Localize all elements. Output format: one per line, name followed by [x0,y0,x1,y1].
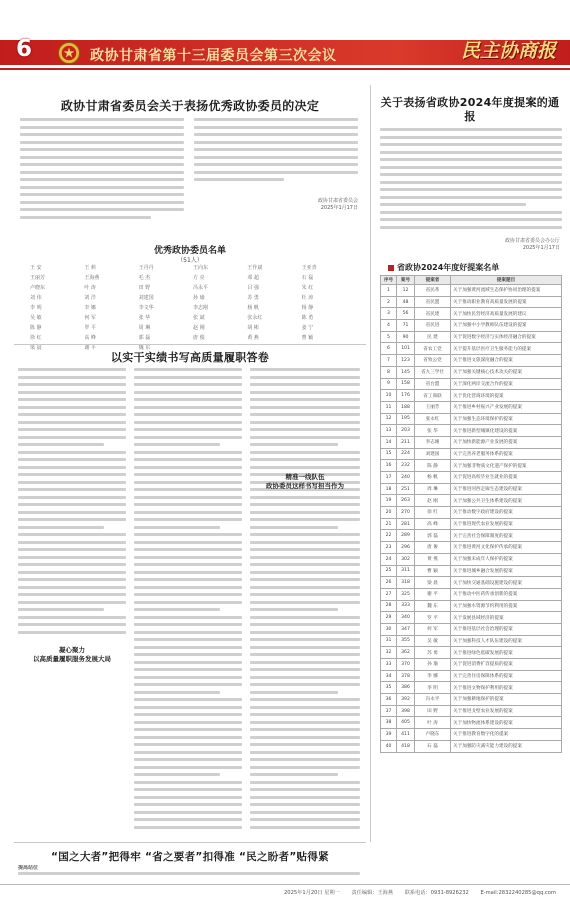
table-cell: 302 [397,553,415,565]
member-name: 李志刚 [192,305,208,311]
table-row [381,553,562,565]
member-name: 王 莉 [84,265,96,271]
newspaper-brand: 民主协商报 [460,40,556,62]
member-name: 毛 杰 [138,275,151,281]
table-cell: 14 [381,436,397,448]
table-cell: 270 [397,507,415,519]
footer-date: 2025年1月20日 星期一 [283,890,340,896]
table-cell: 411 [397,729,415,741]
article-decision-body-left [20,118,184,234]
member-list-title: 优秀政协委员名单 [153,246,226,256]
table-cell: 关于发展县域经济的提案 [451,612,562,624]
table-cell: 陈 静 [415,460,451,472]
table-cell: 24 [381,553,397,565]
member-name: 高 峰 [84,335,96,341]
table-cell: 6 [381,343,397,355]
table-cell: 347 [397,623,415,635]
table-row [381,285,562,297]
member-name: 吕 强 [247,285,259,291]
member-name: 陈 静 [30,325,42,331]
table-cell: 关于促进数字经济与实体经济融合的提案 [451,331,562,343]
table-cell: 李 明 [415,682,451,694]
article-responsibility-body [18,872,360,883]
member-list-count: （51人） [177,257,203,264]
member-name: 王丽芳 [30,275,46,281]
table-row [381,355,562,367]
table-cell: 关于加强黄河流域生态保护协同治理的提案 [451,285,562,297]
member-name: 王 安 [30,265,42,271]
table-cell: 8 [381,366,397,378]
table-cell: 关于完善住房保障体系的提案 [451,670,562,682]
member-name: 卢晓东 [30,285,46,291]
member-name: 曹 颖 [301,335,314,341]
table-cell: 5 [381,331,397,343]
table-cell: 251 [397,483,415,495]
table-cell: 71 [397,320,415,332]
table-row [381,483,562,495]
table-row [381,390,562,402]
table-row [381,436,562,448]
table-cell: 关于促进高校毕业生就业的提案 [451,472,562,484]
table-row [381,612,562,624]
table-cell: 关于推动职业教育高质量发展的提案 [451,296,562,308]
table-cell: 关于促进消费扩容提质的提案 [451,659,562,671]
article-proposals-title [378,96,562,124]
table-cell: 关于加强水资源节约利用的提案 [451,600,562,612]
table-cell: 13 [381,425,397,437]
member-name: 吴 敏 [30,315,42,321]
table-row [381,740,562,752]
page-footer [0,884,570,901]
cppcc-emblem-icon [58,42,80,64]
table-cell: 296 [397,542,415,554]
table-cell: 省九三学社 [415,366,451,378]
article-responsibility-section: 提高站位 [18,865,39,871]
table-cell: 1 [381,285,397,297]
article-decision-title: 政协甘肃省委员会关于表扬优秀政协委员的决定 [60,99,320,113]
table-row [381,448,562,460]
table-cell: 田 野 [415,705,451,717]
table-cell: 33 [381,659,397,671]
proposals-signature-org: 政协甘肃省委员会办公厅 [504,238,560,244]
member-name: 赵 刚 [192,325,205,331]
table-cell: 王丽芳 [415,401,451,413]
footer-editor: 责任编辑：王海燕 [351,890,394,896]
member-name: 唐 俊 [192,335,205,341]
table-cell: 关于加快交通基础设施建设的提案 [451,577,562,589]
table-cell: 318 [397,577,415,589]
table-cell: 省致公党 [415,355,451,367]
table-cell: 15 [381,448,397,460]
member-name: 何 军 [84,315,96,321]
table-cell: 392 [397,694,415,706]
table-cell: 398 [397,705,415,717]
table-cell: 48 [397,296,415,308]
table-row [381,320,562,332]
table-cell: 37 [381,705,397,717]
table-cell: 石 磊 [415,740,451,752]
table-cell: 关于推进新型城镇化建设的提案 [451,425,562,437]
table-cell: 李 娜 [415,670,451,682]
table-cell: 263 [397,495,415,507]
table-cell: 101 [397,343,415,355]
member-name: 朱 红 [301,285,314,291]
table-cell: 关于推进文物保护利用的提案 [451,682,562,694]
table-row [381,659,562,671]
member-name: 徐 红 [30,335,42,341]
table-cell: 311 [397,565,415,577]
table-cell: 关于加强耕地保护的提案 [451,694,562,706]
table-row [381,588,562,600]
table-cell: 张永红 [415,413,451,425]
table-cell: 关于加强未成年人保护的提案 [451,553,562,565]
table-cell: 23 [381,542,397,554]
table-cell: 省工商联 [415,390,451,402]
article-performance-col3 [250,368,360,838]
member-name: 郭 磊 [138,335,151,341]
member-name: 罗 平 [84,325,96,331]
table-cell: 省民进 [415,320,451,332]
table-cell: 12 [397,285,415,297]
table-cell: 16 [381,460,397,472]
member-name: 刘建国 [138,295,154,301]
table-cell: 关于推进戈壁农业发展的提案 [451,705,562,717]
table-cell: 郭 磊 [415,530,451,542]
table-cell: 418 [397,740,415,752]
table-cell: 关于加强防灾减灾能力建设的提案 [451,740,562,752]
table-cell: 35 [381,682,397,694]
table-cell: 关于推进乡村振兴产业发展的提案 [451,401,562,413]
table-cell: 张 华 [415,425,451,437]
table-cell: 56 [397,308,415,320]
member-name: 陈 勇 [301,315,314,321]
table-header-cell: 提案者 [415,276,451,285]
proposals-table [380,275,562,753]
member-name: 李文华 [138,305,154,311]
table-cell: 26 [381,577,397,589]
table-cell: 25 [381,565,397,577]
section-heading-2: 以高质量履职服务发展大局 [33,655,111,663]
member-name: 孙 瑜 [192,295,205,301]
table-cell: 关于加快物流体系建设的提案 [451,717,562,729]
table-cell: 民 建 [415,331,451,343]
table-cell: 魏 东 [415,600,451,612]
table-cell: 省民革 [415,285,451,297]
table-cell: 关于推进教育数字化的提案 [451,729,562,741]
member-name: 方 亮 [192,275,205,281]
table-cell: 12 [381,413,397,425]
table-cell: 何 军 [415,623,451,635]
header-title: 政协甘肃省第十三届委员会第三次会议 [90,48,337,64]
table-cell: 关于推进绿色低碳发展的提案 [451,647,562,659]
table-cell: 20 [381,507,397,519]
article-decision-body-right [194,118,358,198]
table-row [381,331,562,343]
member-name: 张永红 [247,315,263,321]
table-cell: 325 [397,588,415,600]
column-divider [370,85,371,842]
table-cell: 关于提升基层医疗卫生服务能力的提案 [451,343,562,355]
member-name: 李 娜 [84,305,96,311]
table-row [381,343,562,355]
table-cell: 40 [381,740,397,752]
table-cell: 21 [381,518,397,530]
table-cell: 36 [381,694,397,706]
member-name: 王向东 [192,265,208,271]
table-row [381,495,562,507]
table-cell: 省农工党 [415,343,451,355]
table-cell: 34 [381,670,397,682]
member-name: 邓 超 [247,275,259,281]
member-name: 杨 静 [301,305,314,311]
table-cell: 省民盟 [415,296,451,308]
table-cell: 关于推进河西走廊生态建设的提案 [451,483,562,495]
article-performance-col1 [18,368,126,838]
proposals-table-caption: 省政协2024年度好提案名单 [388,262,499,273]
table-cell: 高 峰 [415,518,451,530]
table-row [381,530,562,542]
table-cell: 289 [397,530,415,542]
table-cell: 188 [397,401,415,413]
table-cell: 32 [381,647,397,659]
table-row [381,705,562,717]
member-name: 周 琳 [138,325,151,331]
footer-phone: 联系电话：0931-8926232 [404,890,469,896]
table-cell: 19 [381,495,397,507]
table-cell: 关于完善养老服务体系的提案 [451,448,562,460]
member-name: 梁 晨 [30,345,42,351]
table-row [381,507,562,519]
table-row [381,565,562,577]
member-name: 王作斌 [247,265,263,271]
table-cell: 22 [381,530,397,542]
table-header-cell: 序号 [381,276,397,285]
table-cell: 370 [397,659,415,671]
member-name: 田 野 [138,285,151,291]
table-cell: 7 [381,355,397,367]
table-cell: 关于推动中医药传承创新的提案 [451,588,562,600]
table-cell: 省台盟 [415,378,451,390]
table-header-row [381,276,562,285]
section-heading-1: 凝心聚力 [59,646,85,654]
table-cell: 39 [381,729,397,741]
section-heading-4: 政协委员这样书写担当作为 [266,482,344,490]
table-cell: 徐 红 [415,507,451,519]
table-cell: 李志刚 [415,436,451,448]
table-cell: 周 琳 [415,483,451,495]
table-cell: 关于推进文旅深度融合的提案 [451,355,562,367]
section-heading-3: 精准一线队伍 [285,473,325,481]
table-cell: 30 [381,623,397,635]
page-number: 6 [16,36,33,62]
table-cell: 31 [381,635,397,647]
table-row [381,366,562,378]
table-cell: 杨 帆 [415,472,451,484]
table-cell: 关于推进城乡融合发展的提案 [451,565,562,577]
table-cell: 123 [397,355,415,367]
table-cell: 关于加快民营经济高质量发展的建议 [451,308,562,320]
table-row [381,647,562,659]
table-cell: 关于推进现代农业发展的提案 [451,518,562,530]
article-proposals-body [380,128,562,236]
article-proposals-signature [440,238,560,252]
table-cell: 关于完善社会保障制度的提案 [451,530,562,542]
table-row [381,460,562,472]
table-cell: 9 [381,378,397,390]
member-name: 李 明 [30,305,42,311]
signature-org: 政协甘肃省委员会 [317,198,358,204]
table-cell: 关于优化营商环境的提案 [451,390,562,402]
table-cell: 232 [397,460,415,472]
table-cell: 211 [397,436,415,448]
table-cell: 孙 瑜 [415,659,451,671]
section-rule [14,842,366,843]
table-cell: 28 [381,600,397,612]
member-name: 叶 涛 [84,285,96,291]
table-cell: 240 [397,472,415,484]
table-row [381,542,562,554]
table-row [381,308,562,320]
table-cell: 10 [381,390,397,402]
table-cell: 27 [381,588,397,600]
table-cell: 203 [397,425,415,437]
table-cell: 关于深化两岸交流合作的提案 [451,378,562,390]
table-cell: 赵 刚 [415,495,451,507]
table-cell: 关于推动数字政府建设的提案 [451,507,562,519]
table-row [381,694,562,706]
article-performance-col2 [134,368,242,838]
table-cell: 黄 燕 [415,553,451,565]
table-cell: 关于加强关键核心技术攻关的提案 [451,366,562,378]
table-cell: 158 [397,378,415,390]
member-name: 胡 彬 [247,325,259,331]
table-header-cell: 提案题目 [451,276,562,285]
table-cell: 195 [397,413,415,425]
member-name: 谢 平 [84,345,96,351]
table-cell: 关于推进黄河文化保护传承的提案 [451,542,562,554]
table-cell: 关于推进基层社会治理的提案 [451,623,562,635]
table-cell: 386 [397,682,415,694]
table-cell: 340 [397,612,415,624]
member-name: 刘 伟 [30,295,42,301]
table-cell: 18 [381,483,397,495]
table-cell: 关于加强中小学教师队伍建设的提案 [451,320,562,332]
member-name: 刘 洋 [84,295,96,301]
member-name: 魏 东 [138,345,151,351]
header-rule [0,68,570,70]
member-name: 王海燕 [84,275,100,281]
table-cell: 11 [381,401,397,413]
member-name-grid [30,264,350,351]
table-cell: 关于加强公共卫生体系建设的提案 [451,495,562,507]
member-name: 杜 涛 [301,295,314,301]
table-row [381,296,562,308]
member-name: 苏 勇 [247,295,259,301]
table-cell: 吴 敏 [415,635,451,647]
table-header-cell: 案号 [397,276,415,285]
article-responsibility-title: “国之大者”把得牢 “省之要者”扣得准 “民之盼者”贴得紧 [51,851,329,863]
table-cell: 唐 俊 [415,542,451,554]
table-cell: 冯永平 [415,694,451,706]
member-name: 姜 宁 [301,325,314,331]
table-cell: 224 [397,448,415,460]
table-row [381,425,562,437]
table-cell: 省民建 [415,308,451,320]
table-cell: 90 [397,331,415,343]
table-cell: 3 [381,308,397,320]
table-row [381,413,562,425]
table-cell: 罗 平 [415,612,451,624]
table-row [381,682,562,694]
table-row [381,623,562,635]
table-cell: 关于加强科技人才队伍建设的提案 [451,635,562,647]
table-cell: 405 [397,717,415,729]
table-cell: 355 [397,635,415,647]
table-row [381,401,562,413]
table-cell: 曹 颖 [415,565,451,577]
table-row [381,577,562,589]
table-cell: 关于加强生态环境保护的提案 [451,413,562,425]
table-cell: 145 [397,366,415,378]
member-name: 杨 帆 [247,305,259,311]
table-cell: 梁 晨 [415,577,451,589]
member-name: 石 磊 [301,275,314,281]
table-row [381,717,562,729]
table-row [381,378,562,390]
table-row [381,729,562,741]
member-name: 王丹丹 [138,265,154,271]
table-cell: 281 [397,518,415,530]
table-row [381,472,562,484]
table-cell: 谢 平 [415,588,451,600]
article-performance-title: 以实干实绩书写高质量履职答卷 [110,351,270,364]
table-cell: 2 [381,296,397,308]
table-row [381,670,562,682]
table-row [381,600,562,612]
table-cell: 362 [397,647,415,659]
table-cell: 关于加强非物质文化遗产保护的提案 [451,460,562,472]
member-name: 冯永平 [192,285,208,291]
table-cell: 叶 涛 [415,717,451,729]
proposals-title-text: 关于表扬省政协2024年度提案的通报 [380,96,560,123]
table-row [381,518,562,530]
proposals-signature-date: 2025年1月17日 [522,245,560,251]
table-cell: 卢晓东 [415,729,451,741]
table-cell: 29 [381,612,397,624]
member-name: 张 华 [138,315,151,321]
member-name: 黄 燕 [247,335,259,341]
table-cell: 刘建国 [415,448,451,460]
table-row [381,635,562,647]
table-cell: 333 [397,600,415,612]
article-decision-signature [260,198,358,212]
member-name: 张 斌 [192,315,205,321]
page-header [0,0,570,80]
table-cell: 378 [397,670,415,682]
table-cell: 关于加快新能源产业发展的提案 [451,436,562,448]
member-name: 王亚青 [301,265,317,271]
signature-date: 2025年1月17日 [320,205,358,211]
table-cell: 38 [381,717,397,729]
table-cell: 176 [397,390,415,402]
section-rule [14,344,366,345]
footer-email: E-mail:2832240285@qq.com [480,890,556,896]
table-cell: 苏 勇 [415,647,451,659]
table-cell: 4 [381,320,397,332]
table-cell: 17 [381,472,397,484]
